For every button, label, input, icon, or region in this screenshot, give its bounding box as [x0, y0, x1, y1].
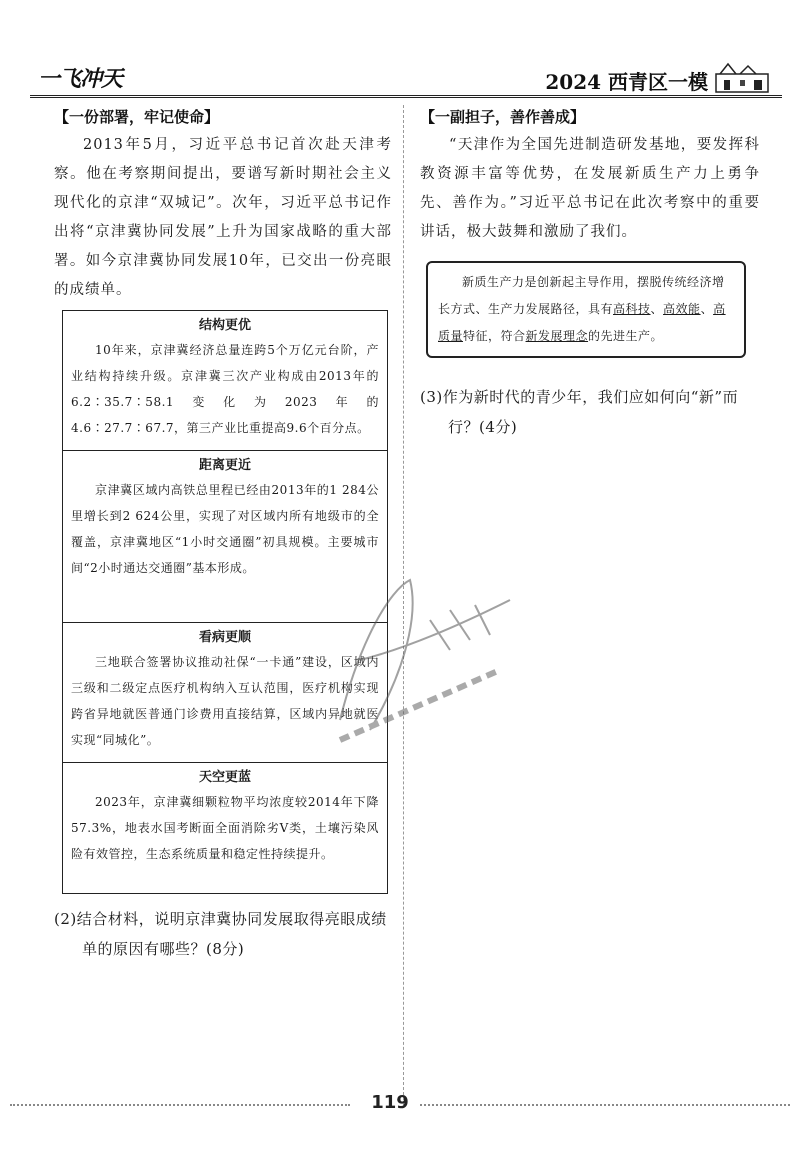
note-underlined-term: 高质量 [438, 302, 726, 343]
note-text: 特征，符合 [463, 329, 526, 343]
brand-logo-text: 一飞冲天 [38, 67, 123, 92]
header-logo-icon [714, 60, 770, 94]
section-heading-1: 【一份部署，牢记使命】 [54, 108, 220, 126]
material-sky [63, 763, 387, 891]
fly-to-the-top-watermark-icon [300, 560, 530, 760]
material-text: 京津冀区域内高铁总里程已经由2013年的1 284公里增长到2 624公里，实现了对区域内所有地级市的全覆盖，京津冀地区“1小时交通圈”初具规模。主要城市间“2小时通达交通圈”基本形成。 [71, 483, 379, 575]
question-text: (2)结合材料，说明京津冀协同发展取得亮眼成绩单的原因有哪些？(8分) [54, 910, 387, 958]
material-text: 2023年，京津冀细颗粒物平均浓度较2014年下降57.3%，地表水国考断面全面消除劣Ⅴ类，土壤污染风险有效管控，生态系统质量和稳定性持续提升。 [71, 795, 379, 861]
question-3 [420, 382, 760, 442]
material-structure [63, 311, 387, 451]
page-header [30, 58, 770, 98]
material-title: 结构更优 [198, 318, 251, 333]
material-title: 距离更近 [198, 458, 251, 473]
question-2 [54, 904, 394, 964]
note-underlined-term: 高科技 [613, 302, 651, 316]
footer-dotted-rule [420, 1104, 790, 1106]
note-text: 新质生产力是创新起主导作用，摆脱传统经济增长方式、生产力发展路径，具有 [438, 275, 725, 316]
footer-dotted-rule [10, 1104, 350, 1106]
page-number: 119 [371, 1092, 409, 1113]
question-text: (3)作为新时代的青少年，我们应如何向“新”而行？(4分) [420, 388, 739, 436]
material-text: 10年来，京津冀经济总量连跨5个万亿元台阶，产业结构持续升级。京津冀三次产业构成由2013年的6.2∶35.7∶58.1变化为2023年的4.6∶27.7∶67.7，第三产业比重提高9.6个百分点。 [71, 343, 379, 435]
page-footer [0, 1090, 800, 1120]
material-title: 天空更蓝 [198, 770, 251, 785]
header-divider [30, 95, 782, 98]
exam-title: 2024 西青区一模 [545, 70, 708, 94]
left-column [54, 106, 392, 305]
note-text: 、 [700, 302, 714, 316]
section-paragraph-1: 2013年5月，习近平总书记首次赴天津考察。他在考察期间提出，要谱写新时期社会主义现代化的京津“双城记”。次年，习近平总书记作出将“京津冀协同发展”上升为国家战略的重大部署。如今京津冀协同发展10年，已交出一份亮眼的成绩单。 [54, 137, 392, 298]
note-underlined-term: 高效能 [663, 302, 701, 316]
right-column [420, 106, 760, 358]
section-heading-2: 【一副担子，善作善成】 [420, 108, 586, 126]
material-text: 三地联合签署协议推动社保“一卡通”建设，区域内三级和二级定点医疗机构纳入互认范围，医疗机构实现跨省异地就医普通门诊费用直接结算，区域内异地就医实现“同城化”。 [71, 655, 379, 747]
note-text: 、 [650, 302, 664, 316]
note-underlined-term: 新发展理念 [525, 329, 589, 343]
note-text: 的先进生产。 [588, 329, 664, 343]
material-title: 看病更顺 [198, 630, 251, 645]
section-paragraph-2: “天津作为全国先进制造研发基地，要发挥科教资源丰富等优势，在发展新质生产力上勇争先、善作为。”习近平总书记在此次考察中的重要讲话，极大鼓舞和激励了我们。 [420, 137, 760, 240]
new-productivity-note-box [426, 261, 746, 358]
